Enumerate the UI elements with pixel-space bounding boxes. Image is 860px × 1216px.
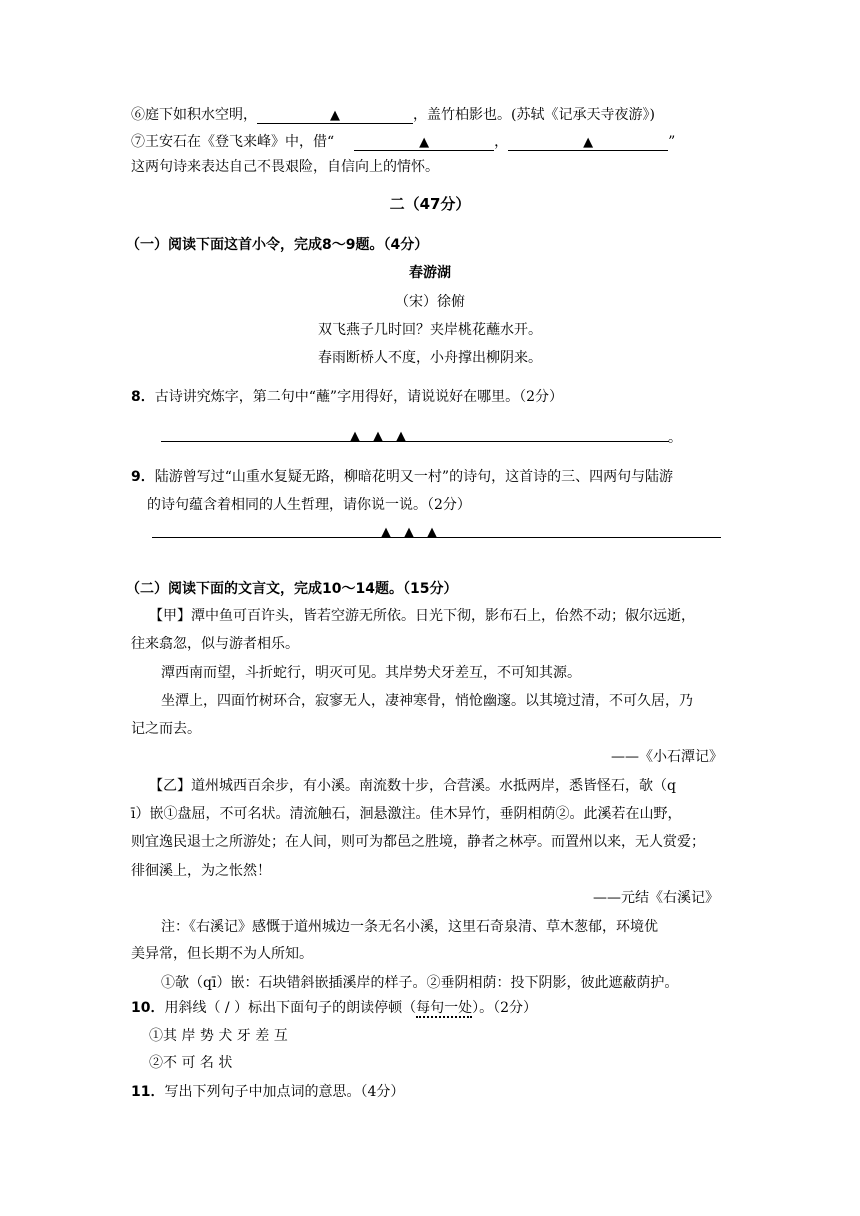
q8-answer-line[interactable] <box>161 441 669 442</box>
answer-mark: ▲ <box>419 135 430 150</box>
yi-source: ——元结《右溪记》 <box>593 890 719 906</box>
q7-prefix: ⑦王安石在《登飞来峰》中，借“ <box>131 134 335 150</box>
q9-question <box>131 466 673 486</box>
q10-emphasis: 每句一处 <box>416 1000 473 1016</box>
q9-text-2: 的诗句蕴含着相同的人生哲理，请你说一说。（2分） <box>147 497 471 513</box>
jia-paragraph-1b: 往来翕忽，似与游者相乐。 <box>131 636 299 652</box>
q7-sep: ， <box>494 134 509 150</box>
note-1a: 注：《右溪记》感慨于道州城边一条无名小溪，这里石奇泉清、草木葱郁，环境优 <box>161 919 658 935</box>
q6-suffix: ，盖竹柏影也。(苏轼《记承天寺夜游》) <box>413 107 655 123</box>
q8-end: 。 <box>668 430 682 446</box>
section-title: 二（47分） <box>389 195 471 213</box>
q7-answer-blank-2[interactable] <box>508 134 668 151</box>
q7-line2: 这两句诗来表达自己不畏艰险，自信向上的情怀。 <box>131 159 439 175</box>
note-2: ①欹（qī）嵌：石块错斜嵌插溪岸的样子。②垂阴相荫：投下阴影，彼此遮蔽荫护。 <box>161 975 679 991</box>
q11-number: 11． <box>131 1084 165 1100</box>
q8-number: 8． <box>131 389 155 405</box>
q9-text-1: 陆游曾写过“山重水复疑无路，柳暗花明又一村”的诗句，这首诗的三、四两句与陆游 <box>154 469 674 485</box>
q10-item-2: ②不 可 名 状 <box>149 1055 233 1071</box>
yi-paragraph-1a: 【乙】道州城西百余步，有小溪。南流数十步，合营溪。水抵两岸，悉皆怪石，欹（q <box>149 778 676 794</box>
q9-answer-marks: ▲ ▲ ▲ <box>381 525 437 540</box>
q11-question <box>131 1081 404 1101</box>
yi-paragraph-1b: ī）嵌①盘屈，不可名状。清流触石，洄悬激注。佳木异竹，垂阴相荫②。此溪若在山野， <box>131 806 682 822</box>
q10-item-1: ①其 岸 势 犬 牙 差 互 <box>149 1028 288 1044</box>
q7-close: ” <box>668 134 676 150</box>
answer-mark: ▲ <box>583 135 594 150</box>
q8-question <box>131 386 563 406</box>
jia-paragraph-1a: 【甲】潭中鱼可百许头，皆若空游无所依。日光下彻，影布石上，佁然不动；俶尔远逝， <box>149 608 695 624</box>
q9-number: 9． <box>131 469 155 485</box>
q10-text-a: 用斜线（ / ）标出下面句子的朗读停顿（ <box>164 1000 417 1016</box>
q6-line <box>131 104 655 124</box>
jia-source: ——《小石潭记》 <box>611 749 723 765</box>
part2-heading: （二）阅读下面的文言文，完成10～14题。（15分） <box>126 581 458 597</box>
q10-text-b: ）。（2分） <box>472 1000 538 1016</box>
q7-answer-blank-1[interactable] <box>354 134 494 151</box>
poem-line-1: 双飞燕子几时回？夹岸桃花蘸水开。 <box>318 322 542 338</box>
yi-paragraph-1d: 徘徊溪上，为之怅然！ <box>131 863 271 879</box>
jia-paragraph-2: 潭西南而望，斗折蛇行，明灭可见。其岸势犬牙差互，不可知其源。 <box>161 665 581 681</box>
q7-line <box>131 131 675 151</box>
answer-mark: ▲ <box>330 108 340 123</box>
q8-answer-marks: ▲ ▲ ▲ <box>350 429 406 444</box>
q8-text: 古诗讲究炼字，第二句中“蘸”字用得好，请说说好在哪里。（2分） <box>154 389 563 405</box>
q6-answer-blank[interactable] <box>257 107 413 124</box>
jia-paragraph-3b: 记之而去。 <box>131 721 201 737</box>
jia-paragraph-3a: 坐潭上，四面竹树环合，寂寥无人，凄神寒骨，悄怆幽邃。以其境过清，不可久居，乃 <box>161 693 693 709</box>
yi-paragraph-1c: 则宜逸民退士之所游处；在人间，则可为都邑之胜境，静者之林亭。而置州以来，无人赏爱； <box>131 834 705 850</box>
note-1b: 美异常，但长期不为人所知。 <box>131 946 313 962</box>
q11-text: 写出下列句子中加点词的意思。（4分） <box>164 1084 405 1100</box>
q6-prefix: ⑥庭下如积水空明， <box>131 107 257 123</box>
poem-author: （宋）徐俯 <box>395 294 465 310</box>
part1-heading: （一）阅读下面这首小令，完成8～9题。（4分） <box>126 237 429 253</box>
poem-title: 春游湖 <box>409 265 451 281</box>
poem-line-2: 春雨断桥人不度，小舟撑出柳阴来。 <box>318 350 542 366</box>
q10-number: 10． <box>131 1000 165 1016</box>
q10-question <box>131 997 537 1017</box>
